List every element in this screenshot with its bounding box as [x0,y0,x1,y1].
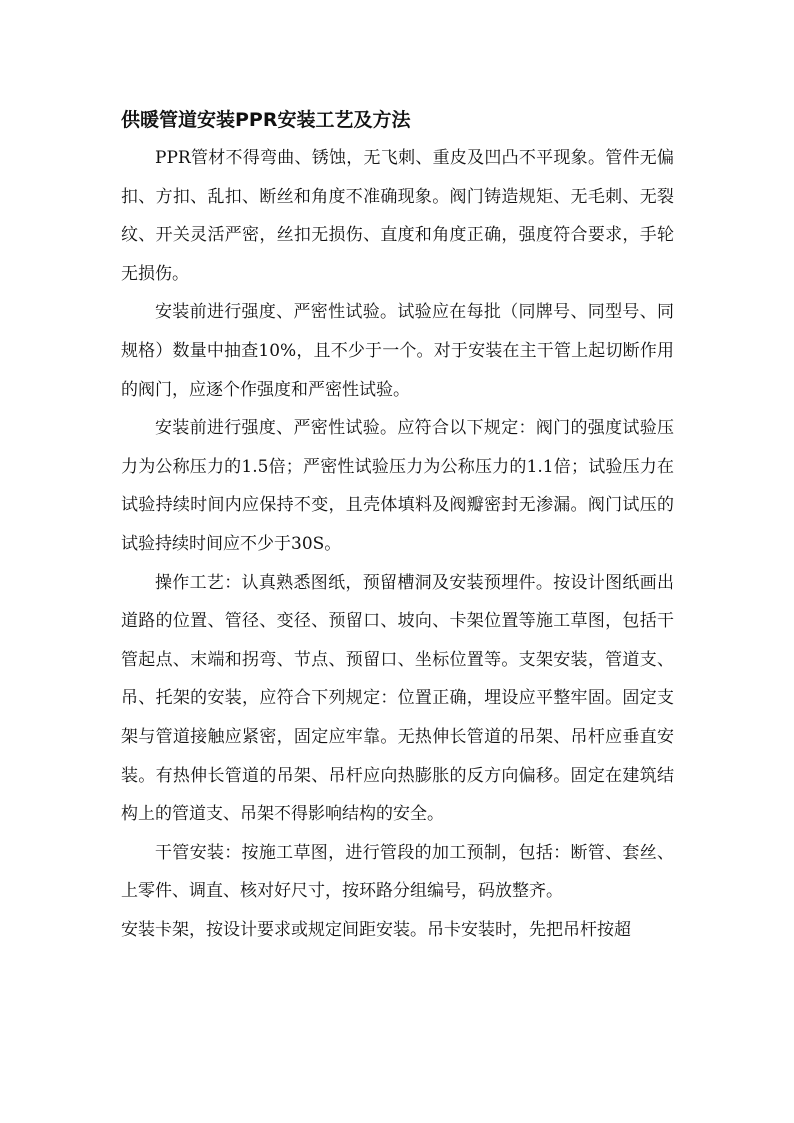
paragraph-operation-process: 操作工艺：认真熟悉图纸，预留槽洞及安装预埋件。按设计图纸画出道路的位置、管径、变径、预留口、坡向、卡架位置等施工草图，包括干管起点、末端和拐弯、节点、预留口、坐标位置等。支架安装，管道支、吊、托架的安装，应符合下列规定：位置正确，埋设应平整牢固。固定支架与管道接触应紧密，固定应牢靠。无热伸长管道的吊架、吊杆应垂直安装。有热伸长管道的吊架、吊杆应向热膨胀的反方向偏移。固定在建筑结构上的管道支、吊架不得影响结构的安全。 [121,572,674,825]
paragraph-sampling-test: 安装前进行强度、严密性试验。试验应在每批（同牌号、同型号、同规格）数量中抽查10%，且不少于一个。对于安装在主干管上起切断作用的阀门，应逐个作强度和严密性试验。 [121,302,674,400]
paragraph-materials: PPR管材不得弯曲、锈蚀，无飞刺、重皮及凹凸不平现象。管件无偏扣、方扣、乱扣、断丝和角度不准确现象。阀门铸造规矩、无毛刺、无裂纹、开关灵活严密，丝扣无损伤、直度和角度正确，强度符合要求，手轮无损伤。 [121,148,674,284]
paragraph-main-pipe-install: 干管安装：按施工草图，进行管段的加工预制，包括：断管、套丝、上零件、调直、核对好尺寸，按环路分组编号，码放整齐。 [121,842,674,902]
document-title: 供暖管道安装PPR安装工艺及方法 [121,109,411,131]
paragraph-bracket-install: 安装卡架，按设计要求或规定间距安装。吊卡安装时，先把吊杆按超 [121,919,631,940]
document-body [121,101,674,949]
paragraph-pressure-test: 安装前进行强度、严密性试验。应符合以下规定：阀门的强度试验压力为公称压力的1.5倍；严密性试验压力为公称压力的1.1倍；试验压力在试验持续时间内应保持不变，且壳体填料及阀瓣密封无渗漏。阀门试压的试验持续时间应不少于30S。 [121,418,674,554]
